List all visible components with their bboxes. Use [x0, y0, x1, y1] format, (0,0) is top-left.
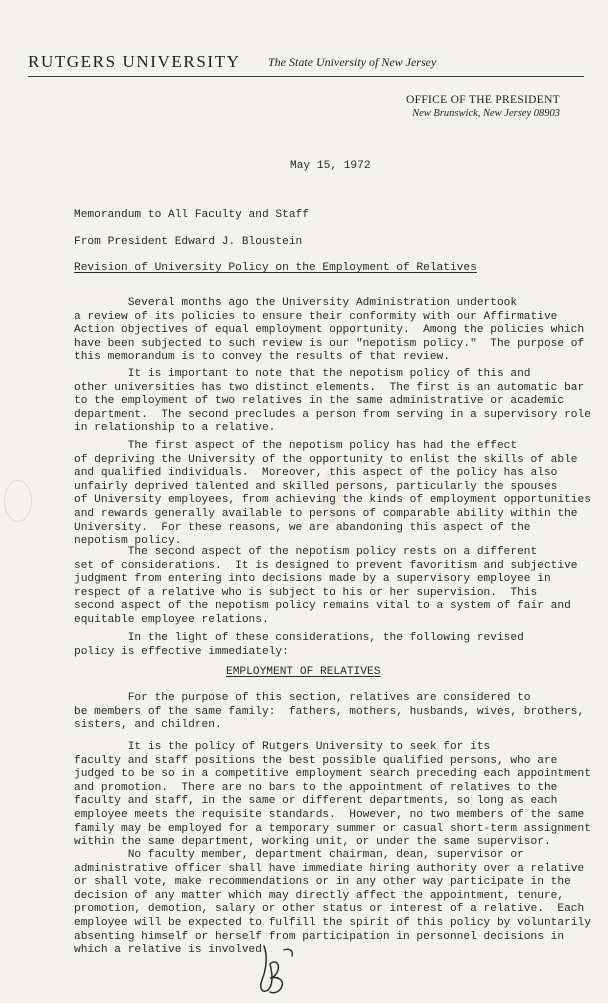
body-line: The second aspect of the nepotism policy rests on a different	[74, 546, 538, 558]
body-line: set of considerations. It is designed to prevent favoritism and subjective	[74, 559, 578, 572]
body-line: second aspect of the nepotism policy remains vital to a system of fair and	[74, 600, 571, 613]
body-line: respect of a relative who is subject to his or her supervision. This	[74, 586, 538, 599]
section-line: which a relative is involved.	[74, 944, 269, 957]
body-line: a review of its policies to ensure their conformity with our Affirmative	[74, 310, 558, 323]
section-line: No faculty member, department chairman, dean, supervisor or	[74, 849, 524, 861]
section-line: promotion, demotion, salary or other status or interest of a relative. Each	[74, 903, 585, 916]
body-line: It is important to note that the nepotism policy of this and	[74, 368, 531, 380]
section-line: For the purpose of this section, relatives are considered to	[74, 692, 531, 704]
body-line: University. For these reasons, we are abandoning this aspect of the	[74, 521, 531, 534]
memo-date: May 15, 1972	[290, 160, 371, 172]
body-line: of depriving the University of the opportunity to enlist the skills of able	[74, 453, 578, 466]
body-line: have been subjected to such review is our "nepotism policy." The purpose of	[74, 337, 585, 350]
body-line: in relationship to a relative.	[74, 422, 276, 435]
section-line: decision of any matter which may directly affect the appointment, tenure,	[74, 889, 565, 902]
body-line: The first aspect of the nepotism policy has had the effect	[74, 440, 518, 452]
section-line: sisters, and children.	[74, 719, 222, 732]
handwritten-initials	[254, 940, 300, 998]
body-line: equitable employee relations.	[74, 614, 269, 626]
initials-signature	[254, 940, 300, 1003]
office-block	[406, 94, 560, 119]
university-subtitle: The State University of New Jersey	[268, 55, 437, 69]
section-line: within the same department, working unit, or under the same supervisor.	[74, 836, 551, 849]
section-line: faculty and staff positions the best possible qualified persons, who are	[74, 754, 558, 767]
body-line: Several months ago the University Administration undertook	[74, 297, 518, 309]
section-line: and promotion. There are no bars to the appointment of relatives to the	[74, 781, 558, 794]
section-line: family may be employed for a temporary summer or casual short-term assignment	[74, 822, 591, 835]
section-line: be members of the same family: fathers, mothers, husbands, wives, brothers,	[74, 705, 585, 718]
office-name: OFFICE OF THE PRESIDENT	[406, 94, 560, 106]
body-line: judgment from entering into decisions made by a supervisory employee in	[74, 573, 551, 586]
section-line: administrative officer shall have immediate hiring authority over a relative	[74, 862, 585, 875]
section-line: absenting himself or herself from participation in personnel decisions in	[74, 930, 565, 943]
body-line: and qualified individuals. Moreover, this aspect of the policy has also	[74, 467, 558, 480]
memo-to: Memorandum to All Faculty and Staff	[74, 209, 309, 221]
body-line: of University employees, from achieving the kinds of employment opportunities	[74, 494, 591, 507]
body-line: In the light of these considerations, the following revised	[74, 632, 524, 644]
body-line: other universities has two distinct elements. The first is an automatic bar	[74, 381, 585, 394]
section-line: It is the policy of Rutgers University to seek for its	[74, 741, 491, 753]
memo-subject: Revision of University Policy on the Employment of Relatives	[74, 262, 477, 274]
body-line: and rewards generally available to persons of comparable ability within the	[74, 508, 578, 520]
office-address: New Brunswick, New Jersey 08903	[412, 108, 560, 119]
letterhead-rule	[28, 76, 584, 77]
university-name: RUTGERS UNIVERSITY	[28, 52, 241, 71]
section-line: faculty and staff, in the same or different departments, so long as each	[74, 795, 558, 808]
body-line: this memorandum is to convey the results of that review.	[74, 351, 450, 364]
section-line: employee meets the requisite standards. However, no two members of the same	[74, 809, 585, 821]
body-line: policy is effective immediately:	[74, 645, 289, 658]
memo-from: From President Edward J. Bloustein	[74, 236, 303, 248]
section-line: judged to be so in a competitive employment search preceding each appointment	[74, 768, 591, 781]
section-heading: EMPLOYMENT OF RELATIVES	[226, 666, 381, 678]
section-line: employee will be expected to fulfill the spirit of this policy by voluntarily	[74, 917, 591, 929]
body-line: to the employment of two relatives in the same administrative or academic	[74, 395, 565, 408]
body-line: Action objectives of equal employment opportunity. Among the policies which	[74, 324, 585, 337]
paper-stain	[4, 480, 32, 522]
body-line: nepotism policy.	[74, 535, 182, 548]
body-line: department. The second precludes a person from serving in a supervisory role	[74, 408, 591, 421]
body-line: unfairly deprived talented and skilled persons, particularly the spouses	[74, 480, 558, 493]
section-line: or shall vote, make recommendations or in any other way participate in the	[74, 876, 571, 889]
